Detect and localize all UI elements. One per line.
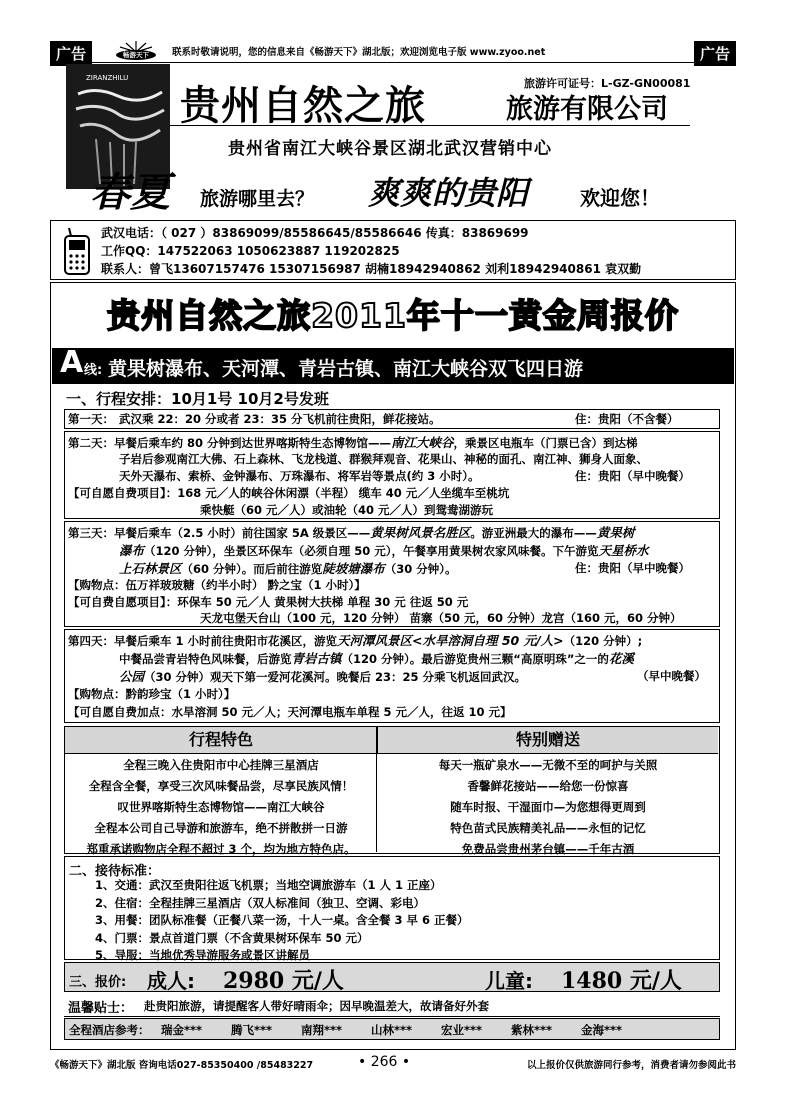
features-header: [65, 727, 378, 754]
tips-label: 温馨贴士：: [68, 1001, 134, 1016]
hotel-item: 腾飞***: [231, 1023, 273, 1037]
ad-tag-left: 广告: [50, 41, 92, 66]
phone-icon: [61, 226, 95, 276]
gift-item: 随车时报、干湿面巾—为您想得更周到: [450, 800, 646, 814]
day-2-line-1: [68, 434, 638, 452]
day-4-highlight-3: 花溪: [608, 651, 634, 666]
slogan-guiyang: 爽爽的贵阳: [368, 174, 529, 212]
marketing-center: 贵州省南江大峡谷景区湖北武汉营销中心: [228, 139, 552, 159]
hotel-item: 紫林***: [511, 1023, 553, 1037]
day-2-optional-1: 【可自愿自费项目】：168 元／人的峡谷休闲漂（半程） 缆车 40 元／人坐缆车至桃坑: [68, 486, 510, 500]
route-letter: A: [60, 345, 84, 380]
feature-item: 郑重承诺购物店全程不超过 3 个，均为地方特色店。: [86, 842, 356, 856]
logo-caption: ZIRANZHILU: [86, 74, 129, 82]
standard-item: 4、门票：景点首道门票（不含黄果树环保车 50 元）: [95, 930, 369, 945]
day-4-highlight-2: 青岩古镇: [291, 651, 342, 666]
day-2-text-2: 子岩后参观南江大佛、石上森林、飞龙栈道、群猴拜观音、花果山、神秘的面孔、南江神、狮身人面象、: [119, 452, 648, 466]
day-4-label: 第四天：: [68, 634, 114, 648]
standards-list: [95, 877, 469, 965]
day-4-text-2a: 中餐品尝青岩特色风味餐，后游览: [119, 652, 292, 666]
day-3-highlight-1: 黄果树风景名胜区: [370, 525, 471, 540]
day-2: [64, 431, 720, 519]
price-bar: [64, 962, 720, 992]
day-2-text-3: 天外天瀑布、索桥、金钟瀑布、万珠瀑布、将军岩等景点(约 3 小时）。: [119, 469, 480, 483]
contact-box: [50, 220, 736, 280]
day-3-highlight-3: 瀑布: [119, 543, 145, 558]
standard-item: 2、住宿：全程挂牌三星酒店（双人标准间（独卫、空调、彩电）: [95, 895, 425, 910]
hotel-item: 金海***: [581, 1023, 623, 1037]
features-list: [65, 755, 377, 860]
day-3-highlight-2: 黄果树: [596, 525, 635, 540]
ad-tag-right: 广告: [694, 41, 736, 66]
day-3-text-1a: 早餐后乘车（2.5 小时）前往国家 5A 级景区——: [114, 526, 371, 540]
day-4-line-1: [68, 632, 642, 650]
day-2-text-1b: ，乘景区电瓶车（门票已含）到达梯: [453, 436, 638, 450]
standard-item: 1、交通：武汉至贵阳往返飞机票；当地空调旅游车（1 人 1 正座）: [95, 878, 442, 892]
contact-qq: 工作QQ：147522063 1050623887 119202825: [101, 244, 400, 258]
feature-item: 叹世界喀斯特生态博物馆——南江大峡谷: [117, 800, 325, 814]
price-child-label: 儿童:: [485, 969, 533, 993]
day-4-highlight-1: 天河潭风景区<水旱溶洞自理 50 元/人>: [337, 633, 564, 648]
day-4-text-1b: （120 分钟）;: [563, 634, 643, 648]
standards-box: [64, 856, 720, 960]
tips-text: 赴贵阳旅游，请提醒客人带好晴雨伞；因早晚温差大，故请备好外套: [144, 999, 489, 1013]
feature-item: 全程本公司自己导游和旅游车，绝不拼散拼一日游: [94, 821, 348, 835]
day-3-text-1b: 。游亚洲最大的瀑布——: [470, 526, 597, 540]
day-1-text: 武汉乘 22：20 分或者 23：35 分飞机前往贵阳，鲜花接站。: [119, 412, 441, 426]
day-2-optional-2: 乘快艇（60 元／人）或油轮（40 元／人）到鸳鸯湖游玩: [200, 503, 494, 517]
gift-item: 香馨鲜花接站——给您一份惊喜: [467, 779, 629, 793]
day-4-shopping: 【购物点：黔韵珍宝（1 小时）】: [68, 687, 236, 701]
zyoo-logo: [104, 40, 168, 60]
footer-publisher: 《畅游天下》湖北版 咨询电话027-85350400 /85483227: [50, 1060, 314, 1071]
standard-item: 5、导服：当地优秀导游服务或景区讲解员: [95, 948, 310, 962]
day-3-line-1: [68, 524, 634, 542]
license-number: 旅游许可证号：L-GZ-GN00081: [524, 77, 691, 90]
day-3-text-3b: （30 分钟）。: [384, 562, 457, 576]
contact-person: 联系人：曾飞13607157476 15307156987 胡楠18942940862 刘利18942940861 袁双勤: [101, 262, 642, 276]
gift-item: 特色苗式民族精美礼品——永恒的记忆: [450, 821, 646, 835]
route-bar: [52, 345, 734, 384]
price-child-value: 1480 元/人: [561, 968, 682, 994]
day-1: [64, 409, 720, 429]
day-3-line-3: [119, 560, 457, 578]
day-3-text-3: （60 分钟）。而后前往游览: [181, 562, 323, 576]
slogan-spring-summer: 春夏: [90, 169, 170, 216]
gifts-list: [378, 755, 718, 860]
logo-text: 畅游天下: [123, 51, 149, 59]
features-title: 行程特色: [188, 730, 253, 749]
company-name-sub: 旅游有限公司: [506, 94, 668, 125]
day-1-label: 第一天：: [68, 412, 114, 426]
company-header: [50, 64, 736, 219]
price-adult-value: 2980 元/人: [223, 968, 344, 994]
day-4-stay: （早中晚餐）: [637, 669, 706, 683]
page-footer: [50, 1054, 736, 1074]
day-3-text-2: （120 分钟），坐景区环保车（必须自理 50 元），午餐享用黄果树农家风味餐。下午游览: [144, 544, 599, 558]
gift-item: 每天一瓶矿泉水——无微不至的呵护与关照: [438, 758, 658, 772]
day-3-line-2: [119, 542, 649, 560]
slogan-where: 旅游哪里去？: [200, 188, 315, 210]
section-schedule: 一、行程安排：10月1号 10月2号发班: [66, 390, 329, 408]
price-adult-label: 成人:: [147, 969, 195, 993]
standard-item: 3、用餐：团队标准餐（正餐八菜一汤，十人一桌。含全餐 3 早 6 正餐）: [95, 913, 469, 927]
day-3-highlight-5: 上石林景区: [119, 561, 182, 576]
day-2-highlight: 南江大峡谷: [391, 435, 454, 450]
tips-bar: [64, 994, 720, 1017]
page-number: • 266 •: [358, 1054, 411, 1070]
hotel-item: 南翔***: [301, 1023, 343, 1037]
gift-item: 免费品尝贵州茅台镇——千年古酒: [461, 842, 635, 856]
headline-wrap: [52, 290, 734, 340]
gifts-title: 特别赠送: [515, 730, 580, 749]
price-label: 三、报价:: [69, 975, 127, 990]
hotels-bar: [64, 1018, 720, 1040]
day-3-highlight-4: 天星桥水: [598, 543, 649, 558]
day-4: [64, 629, 720, 723]
top-banner: [50, 40, 736, 63]
headline: 贵州自然之旅2011年十一黄金周报价: [107, 296, 679, 335]
hotel-item: 瑞金***: [161, 1023, 203, 1037]
footer-disclaimer: 以上报价仅供旅游同行参考，消费者请勿参阅此书: [526, 1060, 736, 1071]
route-title: 黄果树瀑布、天河潭、青岩古镇、南江大峡谷双飞四日游: [108, 358, 584, 380]
day-4-line-2: [119, 650, 634, 668]
day-2-stay: 住：贵阳（早中晚餐）: [575, 469, 690, 483]
day-1-stay: 住：贵阳（不含餐）: [575, 412, 679, 426]
features-gifts-table: [64, 726, 720, 854]
contact-phone: 武汉电话：（ 027 ）83869099/85586645/85586646 传真：83869699: [101, 226, 529, 240]
day-3-optional-1: 【可自费自愿项目】：环保车 50 元／人 黄果树大扶梯 单程 30 元 往返 50 元: [68, 595, 469, 609]
day-3-highlight-6: 陡坡塘瀑布: [322, 561, 385, 576]
day-2-text-1a: 早餐后乘车约 80 分钟到达世界喀斯特生态博物馆——: [114, 436, 392, 450]
company-name-main: 贵州自然之旅: [180, 82, 426, 129]
header-rule: [170, 125, 690, 126]
day-3-shopping: 【购物点：伍万祥玻玻糖（约半小时） 黔之宝（1 小时）】: [68, 578, 366, 592]
slogan-welcome: 欢迎您！: [580, 186, 660, 210]
day-4-text-2b: （120 分钟）。最后游览贵州三颗“高原明珠”之一的: [341, 652, 609, 666]
hotels-label: 全程酒店参考：: [69, 1023, 150, 1037]
feature-item: 全程含全餐，享受三次风味餐品尝，尽享民族风情！: [88, 779, 354, 793]
day-3: [64, 521, 720, 627]
standards-title: 二、接待标准：: [69, 864, 161, 879]
hotel-item: 宏业***: [441, 1023, 483, 1037]
day-4-text-1a: 早餐后乘车 1 小时前往贵阳市花溪区，游览: [114, 634, 338, 648]
feature-item: 全程三晚入住贵阳市中心挂牌三星酒店: [123, 758, 319, 772]
route-label: 线:: [84, 363, 103, 378]
banner-notice: 联系时敬请说明，您的信息来自《畅游天下》湖北版；欢迎浏览电子版 www.zyoo.net: [172, 47, 546, 58]
day-2-label: 第二天：: [68, 436, 114, 450]
day-4-text-3: （30 分钟）观天下第一爱河花溪河。晚餐后 23：25 分乘飞机返回武汉。: [144, 670, 527, 684]
day-4-line-3: [119, 668, 526, 686]
day-3-stay: 住：贵阳（早中晚餐）: [575, 561, 690, 575]
day-4-highlight-4: 公园: [119, 669, 145, 684]
gifts-header: [378, 727, 718, 754]
day-4-optional: 【可自愿自费加点：水旱溶洞 50 元／人；天河潭电瓶车单程 5 元／人，往返 10 元】: [68, 705, 512, 719]
day-3-label: 第三天：: [68, 526, 114, 540]
day-3-optional-2: 天龙屯堡天台山（100 元，120 分钟） 苗寨（50 元，60 分钟）龙宫（160 元，60 分钟）: [200, 611, 682, 625]
hotel-item: 山林***: [371, 1023, 413, 1037]
